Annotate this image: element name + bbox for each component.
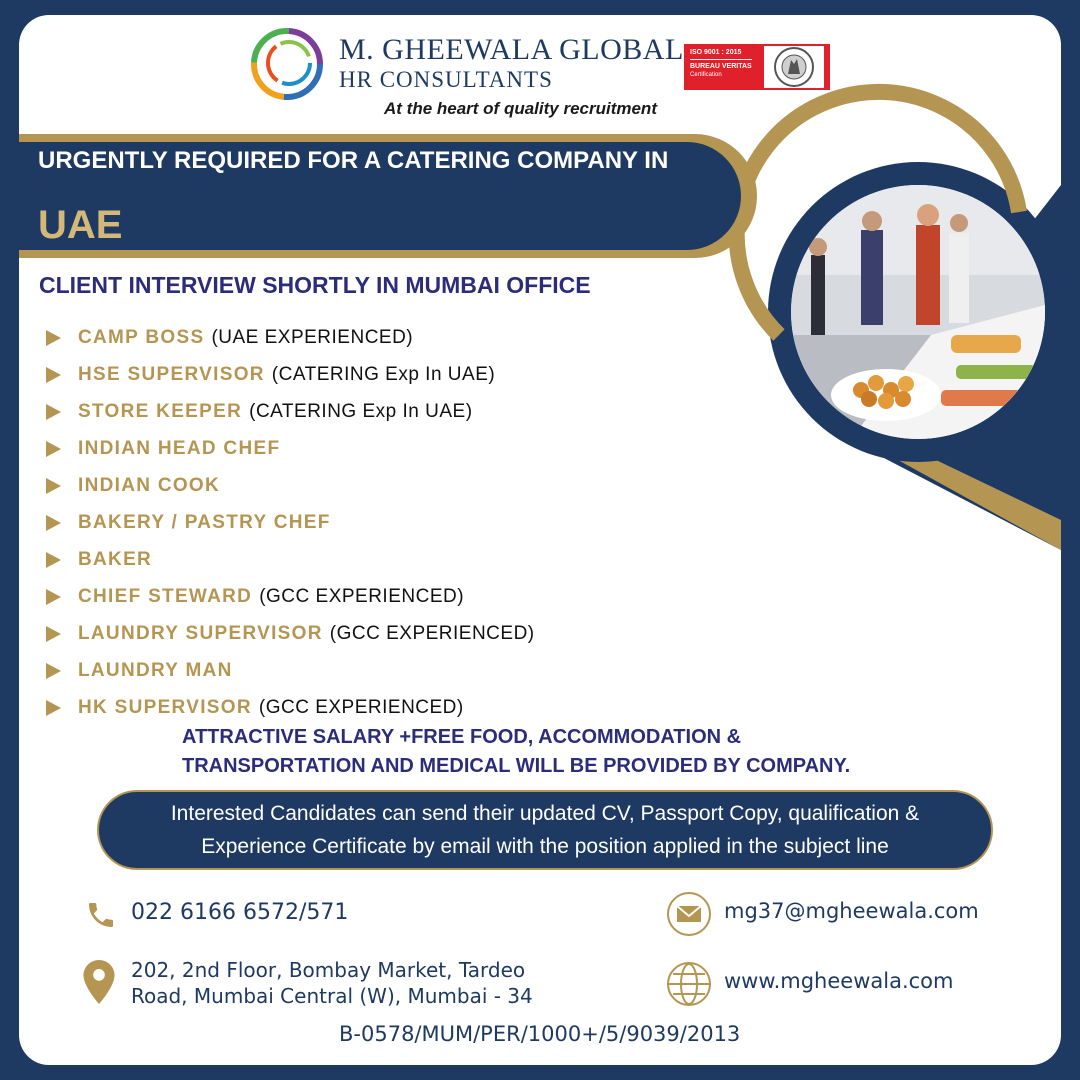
- job-list: [46, 319, 535, 726]
- cert-label: Certification: [690, 72, 722, 78]
- apply-line-2: Experience Certificate by email with the position applied in the subject line: [201, 835, 889, 858]
- flyer-card: [19, 15, 1061, 1065]
- cert-divider: [690, 59, 752, 60]
- job-title: HK SUPERVISOR: [78, 696, 252, 718]
- job-note: (GCC EXPERIENCED): [258, 696, 464, 718]
- banner-country: UAE: [38, 203, 123, 247]
- job-title: STORE KEEPER: [78, 400, 243, 422]
- globe-icon: [666, 961, 712, 1007]
- job-title: HSE SUPERVISOR: [78, 363, 265, 385]
- arrow-icon: [46, 478, 61, 494]
- job-note: (UAE EXPERIENCED): [211, 326, 414, 348]
- job-item: [46, 393, 535, 430]
- benefits-text: [182, 723, 850, 781]
- job-item: [46, 652, 535, 689]
- job-item: [46, 541, 535, 578]
- job-item: [46, 467, 535, 504]
- arrow-icon: [46, 626, 61, 642]
- arrow-icon: [46, 700, 61, 716]
- job-title: LAUNDRY MAN: [78, 659, 233, 681]
- job-item: [46, 430, 535, 467]
- job-title: INDIAN COOK: [78, 474, 221, 496]
- benefits-line-2: TRANSPORTATION AND MEDICAL WILL BE PROVIDED BY COMPANY.: [182, 755, 851, 777]
- logo-icon: [248, 25, 326, 103]
- catering-photo: [791, 185, 1045, 439]
- job-item: [46, 578, 535, 615]
- arrow-icon: [46, 515, 61, 531]
- phone-number[interactable]: 022 6166 6572/571: [131, 900, 349, 925]
- mail-icon: [666, 891, 712, 937]
- job-item: [46, 319, 535, 356]
- job-item: [46, 504, 535, 541]
- interview-heading: CLIENT INTERVIEW SHORTLY IN MUMBAI OFFICE: [39, 272, 591, 298]
- apply-instructions: [102, 797, 988, 863]
- license-number: B-0578/MUM/PER/1000+/5/9039/2013: [339, 1022, 741, 1046]
- job-note: (CATERING Exp In UAE): [249, 400, 473, 422]
- job-item: [46, 356, 535, 393]
- job-title: LAUNDRY SUPERVISOR: [78, 622, 323, 644]
- job-item: [46, 689, 535, 726]
- apply-line-1: Interested Candidates can send their updated CV, Passport Copy, qualification &: [170, 802, 920, 825]
- phone-icon: [85, 899, 117, 931]
- job-note: (GCC EXPERIENCED): [329, 622, 535, 644]
- banner-title: URGENTLY REQUIRED FOR A CATERING COMPANY IN: [38, 147, 669, 174]
- email-link[interactable]: mg37@mgheewala.com: [724, 899, 979, 923]
- bureau-veritas-seal: [764, 46, 824, 88]
- job-note: (CATERING Exp In UAE): [271, 363, 496, 385]
- job-title: BAKER: [78, 548, 153, 570]
- job-title: BAKERY / PASTRY CHEF: [78, 511, 331, 533]
- tagline: At the heart of quality recruitment: [384, 99, 657, 118]
- certification-badge: [684, 44, 830, 90]
- address-line-2: Road, Mumbai Central (W), Mumbai - 34: [131, 984, 533, 1008]
- job-note: (GCC EXPERIENCED): [259, 585, 465, 607]
- job-title: INDIAN HEAD CHEF: [78, 437, 281, 459]
- job-title: CHIEF STEWARD: [78, 585, 253, 607]
- arrow-icon: [46, 552, 61, 568]
- job-item: [46, 615, 535, 652]
- company-subtitle: HR CONSULTANTS: [339, 67, 553, 92]
- arrow-icon: [46, 663, 61, 679]
- benefits-line-1: ATTRACTIVE SALARY +FREE FOOD, ACCOMMODATION &: [182, 726, 742, 748]
- location-pin-icon: [83, 960, 115, 1004]
- arrow-icon: [46, 441, 61, 457]
- address: [131, 957, 533, 1009]
- arrow-icon: [46, 589, 61, 605]
- cert-body: BUREAU VERITAS: [690, 63, 752, 70]
- arrow-icon: [46, 404, 61, 420]
- cert-iso: ISO 9001 : 2015: [690, 49, 742, 56]
- website-link[interactable]: www.mgheewala.com: [724, 969, 954, 993]
- arrow-icon: [46, 330, 61, 346]
- address-line-1: 202, 2nd Floor, Bombay Market, Tardeo: [131, 958, 526, 982]
- company-name: M. GHEEWALA GLOBAL: [339, 33, 684, 66]
- arrow-icon: [46, 367, 61, 383]
- catering-photo-illustration: [791, 185, 1045, 439]
- job-title: CAMP BOSS: [78, 326, 205, 348]
